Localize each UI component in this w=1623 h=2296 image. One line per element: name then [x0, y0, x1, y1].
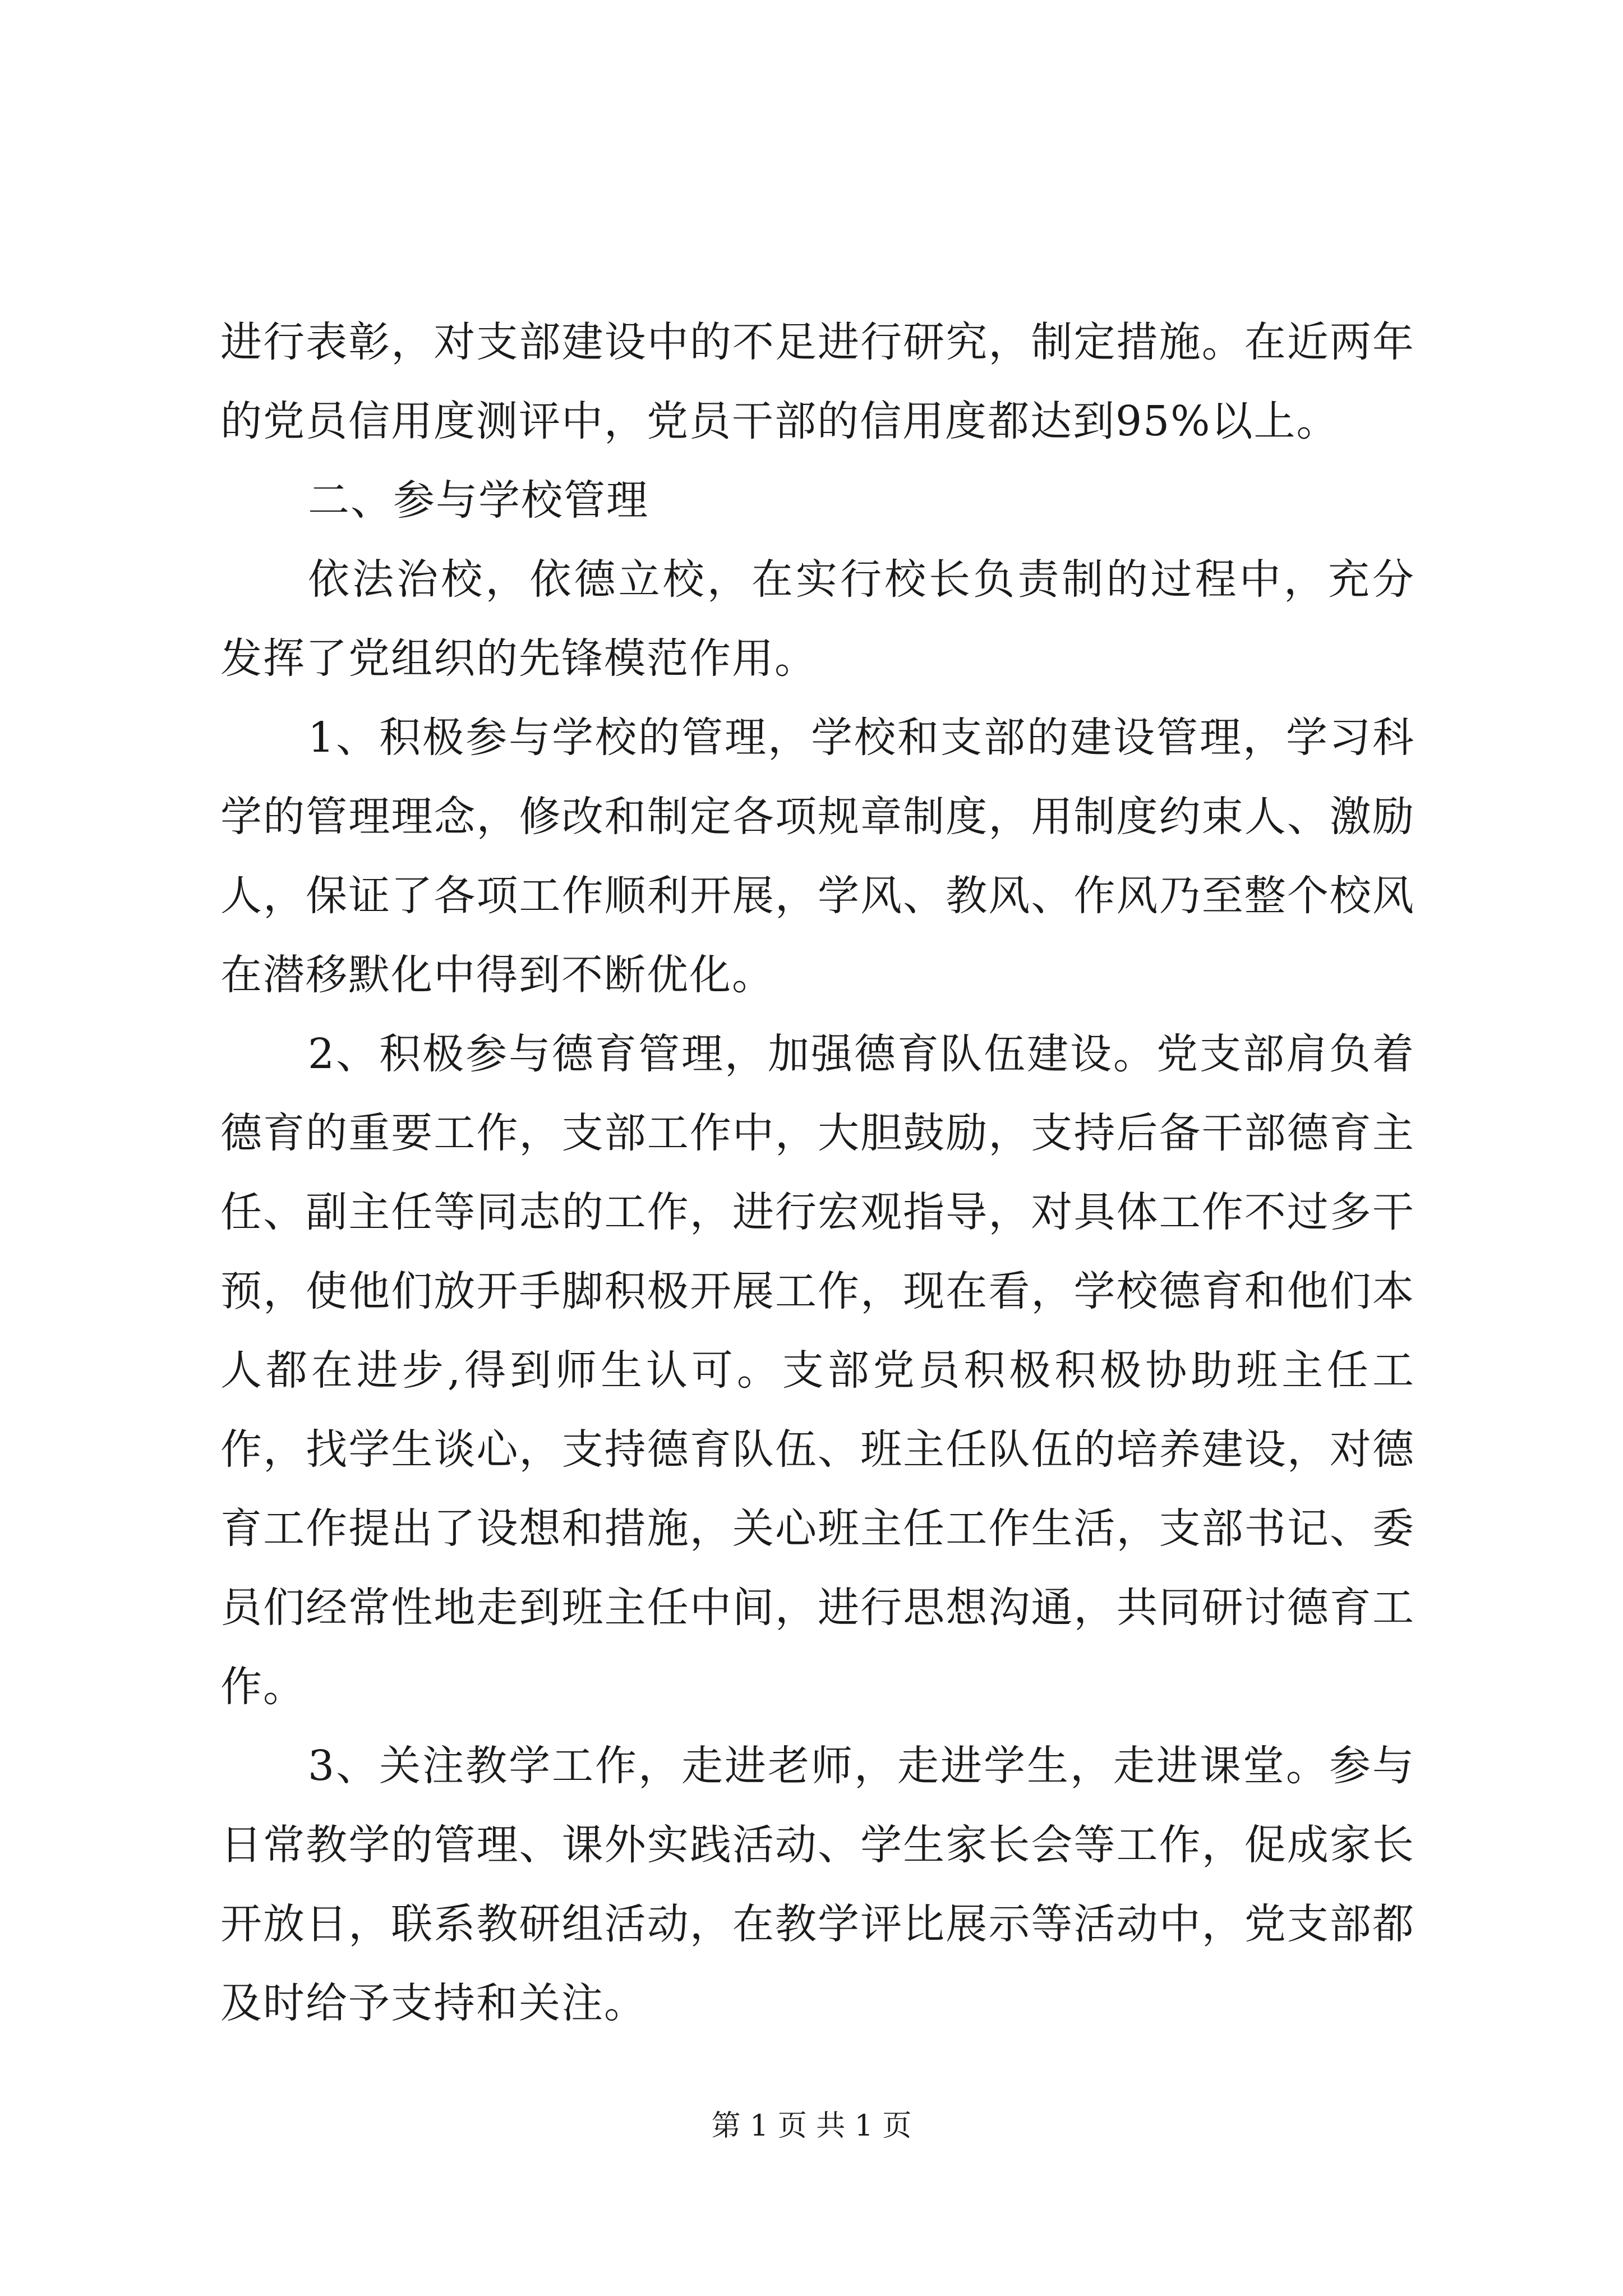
document-body [220, 303, 1415, 2043]
page-footer: 第 1 页 共 1 页 [711, 2109, 912, 2143]
section-heading: 二、参与学校管理 [308, 476, 649, 524]
paragraph-continued-intro: 进行表彰，对支部建设中的不足进行研究，制定措施。在近两年的党员信用度测评中，党员干部的信用度都达到95%以上。 [220, 318, 1415, 445]
paragraph-item-3: 3、关注教学工作，走进老师，走进学生，走进课堂。参与日常教学的管理、课外实践活动、学生家长会等工作，促成家长开放日，联系教研组活动，在教学评比展示等活动中，党支部都及时给予支持和关注。 [220, 1742, 1415, 2027]
paragraph-section-intro: 依法治校，依德立校，在实行校长负责制的过程中，充分发挥了党组织的先锋模范作用。 [220, 555, 1415, 683]
paragraph-item-2: 2、积极参与德育管理，加强德育队伍建设。党支部肩负着德育的重要工作，支部工作中，大胆鼓励，支持后备干部德育主任、副主任等同志的工作，进行宏观指导，对具体工作不过多干预，使他们放开手脚积极开展工作，现在看，学校德育和他们本人都在进步,得到师生认可。支部党员积极积极协助班主任工作，找学生谈心，支持德育队伍、班主任队伍的培养建设，对德育工作提出了设想和措施，关心班主任工作生活，支部书记、委员们经常性地走到班主任中间，进行思想沟通，共同研讨德育工作。 [220, 1030, 1415, 1711]
paragraph-item-1: 1、积极参与学校的管理，学校和支部的建设管理，学习科学的管理理念，修改和制定各项规章制度，用制度约束人、激励人，保证了各项工作顺利开展，学风、教风、作风乃至整个校风在潜移默化中得到不断优化。 [220, 714, 1415, 999]
